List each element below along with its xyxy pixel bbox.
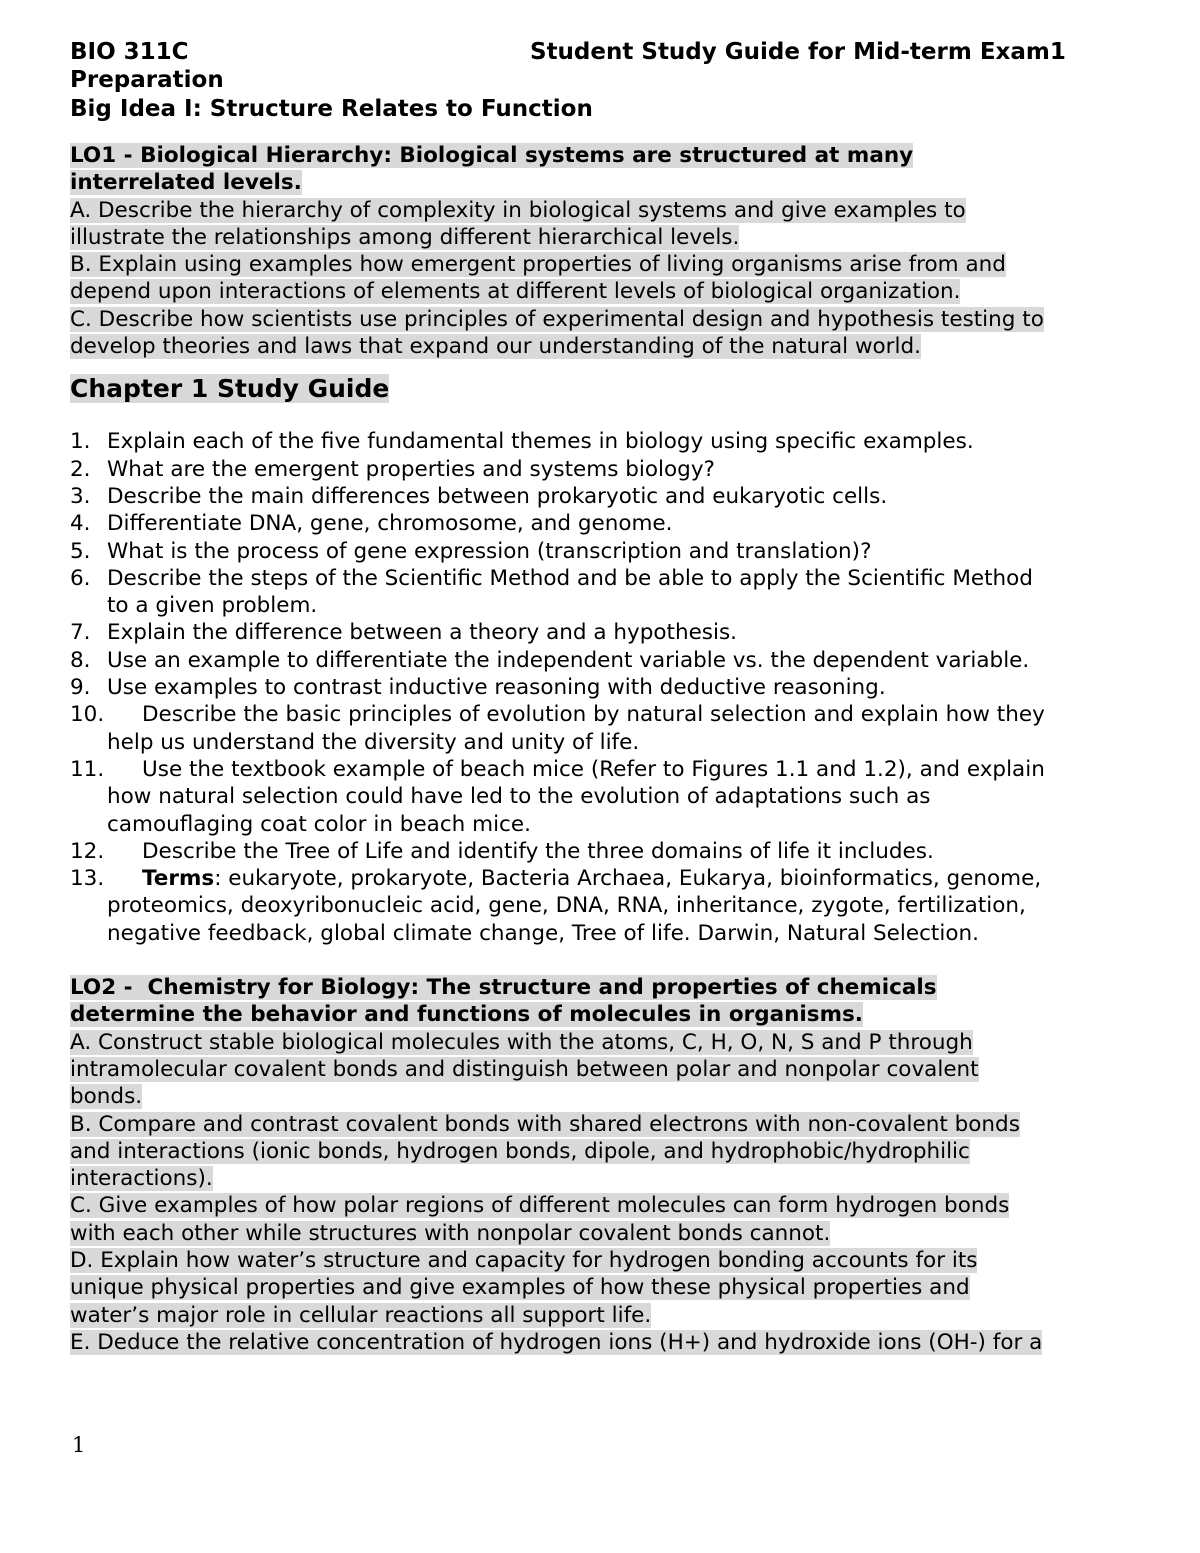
list-item: 9. Use examples to contrast inductive reasoning with deductive reasoning.	[70, 675, 886, 701]
study-questions-list	[70, 428, 1140, 947]
list-item: 7. Explain the difference between a theory and a hypothesis.	[70, 620, 738, 646]
lo2-line: and interactions (ionic bonds, hydrogen bonds, dipole, and hydrophobic/hydrophilic	[70, 1138, 970, 1164]
lo1-line: B. Explain using examples how emergent properties of living organisms arise from and	[70, 252, 1006, 278]
lo2-line: intramolecular covalent bonds and distinguish between polar and nonpolar covalent	[70, 1056, 979, 1082]
list-item: 2. What are the emergent properties and systems biology?	[70, 456, 715, 482]
lo2-section	[70, 974, 1140, 1356]
page-number: 1	[72, 1433, 86, 1457]
lo2-line: water’s major role in cellular reactions all support life.	[70, 1302, 652, 1328]
lo2-line: bonds.	[70, 1084, 143, 1110]
list-item: 12. Describe the Tree of Life and identify the three domains of life it includes.	[70, 838, 934, 864]
list-item: 8. Use an example to differentiate the independent variable vs. the dependent variable.	[70, 647, 1030, 673]
lo1-section	[70, 142, 1140, 360]
guide-title-continued: Preparation	[70, 67, 224, 93]
list-item: 10. Describe the basic principles of evolution by natural selection and explain how they help us understand the diversity and unity of life.	[70, 702, 1045, 755]
lo2-line: B. Compare and contrast covalent bonds with shared electrons with non-covalent bonds	[70, 1111, 1020, 1137]
lo2-line: E. Deduce the relative concentration of hydrogen ions (H+) and hydroxide ions (OH-) for a	[70, 1329, 1043, 1355]
lo2-line: interactions).	[70, 1166, 213, 1192]
list-item: 5. What is the process of gene expression (transcription and translation)?	[70, 538, 872, 564]
lo2-line: unique physical properties and give examples of how these physical properties and	[70, 1275, 970, 1301]
lo2-line: C. Give examples of how polar regions of different molecules can form hydrogen bonds	[70, 1193, 1010, 1219]
lo2-title-cont: determine the behavior and functions of molecules in organisms.	[70, 1002, 863, 1028]
list-item: 13. Terms: eukaryote, prokaryote, Bacteria Archaea, Eukarya, bioinformatics, genome, proteomics, deoxyribonucleic acid, gene, DNA, RNA, inheritance, zygote, fertilization, negative feedback, global climate change, Tree of life. Darwin, Natural Selection.	[70, 866, 1042, 946]
document-page	[70, 38, 1140, 1356]
list-item: 3. Describe the main differences between prokaryotic and eukaryotic cells.	[70, 483, 888, 509]
lo1-line: depend upon interactions of elements at different levels of biological organization.	[70, 279, 961, 305]
lo2-line: with each other while structures with nonpolar covalent bonds cannot.	[70, 1220, 831, 1246]
list-item: 1. Explain each of the five fundamental themes in biology using specific examples.	[70, 429, 974, 455]
guide-title: Student Study Guide for Mid-term Exam1	[530, 39, 1066, 65]
list-item: 6. Describe the steps of the Scientific Method and be able to apply the Scientific Method to a given problem.	[70, 565, 1033, 619]
lo1-line: develop theories and laws that expand our understanding of the natural world.	[70, 334, 921, 360]
lo2-line: A. Construct stable biological molecules with the atoms, C, H, O, N, S and P through	[70, 1029, 973, 1055]
course-code: BIO 311C	[70, 39, 189, 65]
list-item: 4. Differentiate DNA, gene, chromosome, and genome.	[70, 511, 673, 537]
header-row	[70, 38, 1140, 66]
lo2-title: LO2 - Chemistry for Biology: The structure and properties of chemicals	[70, 975, 937, 1001]
lo1-line: illustrate the relationships among different hierarchical levels.	[70, 224, 740, 250]
lo1-line: A. Describe the hierarchy of complexity in biological systems and give examples to	[70, 197, 966, 223]
lo1-line: C. Describe how scientists use principles of experimental design and hypothesis testing to	[70, 306, 1044, 332]
big-idea-heading: Big Idea I: Structure Relates to Function	[70, 96, 593, 122]
lo1-title-cont: interrelated levels.	[70, 170, 302, 196]
list-item: 11. Use the textbook example of beach mice (Refer to Figures 1.1 and 1.2), and explain how natural selection could have led to the evolution of adaptations such as camouflaging coat color in beach mice.	[70, 756, 1045, 837]
lo1-title: LO1 - Biological Hierarchy: Biological systems are structured at many	[70, 143, 914, 168]
lo2-line: D. Explain how water’s structure and capacity for hydrogen bonding accounts for its	[70, 1247, 978, 1273]
chapter-heading: Chapter 1 Study Guide	[70, 374, 390, 404]
